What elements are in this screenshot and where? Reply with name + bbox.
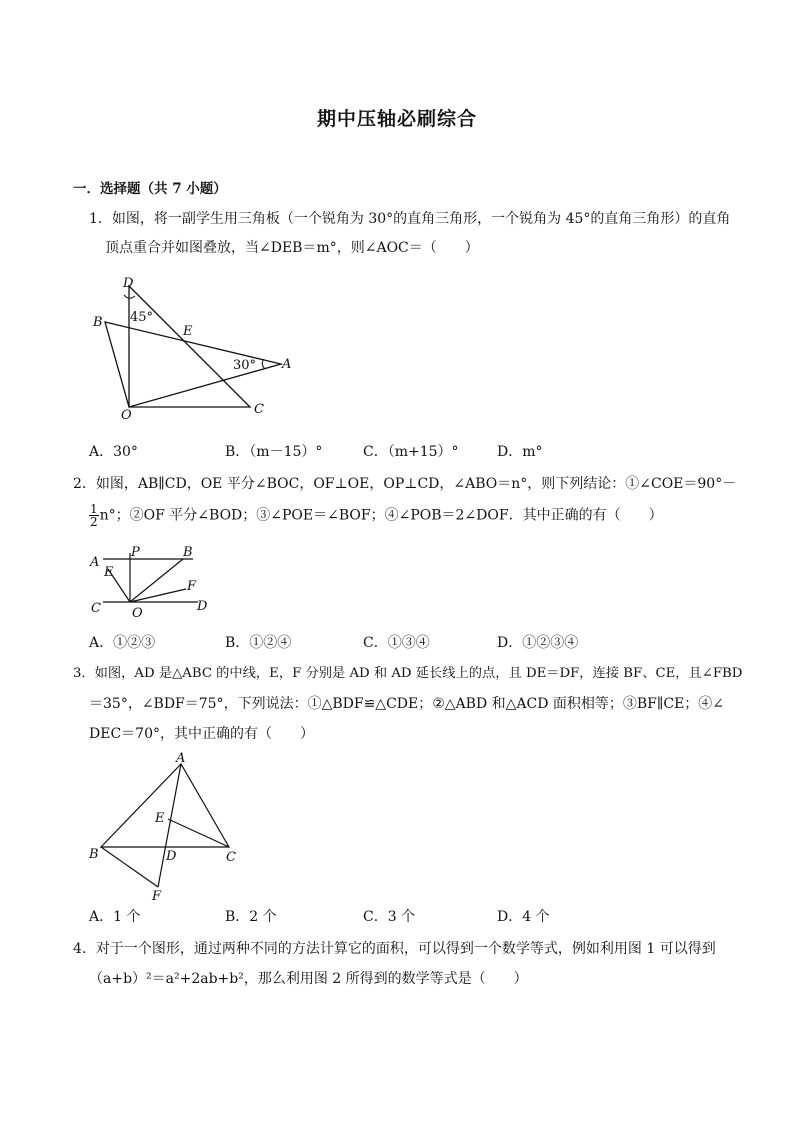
q2-label-a: A [90, 555, 100, 570]
q2-option-d[interactable]: D．①②③④ [497, 635, 579, 651]
q3-line2: ＝35°，∠BDF＝75°，下列说法：①△BDF≌△CDE；②△ABD 和△ACD 面积相等；③BF∥CE；④∠ [89, 696, 725, 712]
q1-triangle-45 [129, 286, 250, 407]
q3-label-b: B [89, 847, 99, 862]
q2-label-d: D [197, 599, 208, 614]
q3-option-d[interactable]: D．4 个 [497, 909, 550, 925]
q2-label-o: O [132, 606, 143, 621]
q1-option-a[interactable]: A．30° [89, 444, 138, 460]
q3-line1: 3．如图，AD 是△ABC 的中线，E，F 分别是 AD 和 AD 延长线上的点，且 DE＝DF，连接 BF、CE，且∠FBD [73, 666, 743, 681]
q1-line1: 1．如图，将一副学生用三角板（一个锐角为 30°的直角三角形，一个锐角为 45°的直角三角形）的直角 [89, 211, 731, 227]
q2-option-b[interactable]: B．①②④ [225, 635, 292, 651]
q3-line-ce [168, 819, 229, 847]
q2-label-b: B [183, 545, 193, 560]
q1-label-30: 30° [233, 358, 257, 373]
q2-label-c: C [91, 601, 101, 616]
q2-fraction-numerator: 1 [90, 502, 98, 516]
q2-line1: 2．如图，AB∥CD，OE 平分∠BOC，OF⊥OE，OP⊥CD，∠ABO＝n°，则下列结论：①∠COE＝90°－ [73, 476, 737, 492]
q3-option-a[interactable]: A．1 个 [89, 909, 141, 925]
q2-fraction [89, 503, 99, 528]
q3-label-a: A [176, 751, 186, 766]
q3-label-f: F [152, 889, 162, 904]
q3-option-b[interactable]: B．2 个 [225, 909, 277, 925]
q1-option-c[interactable]: C．（m+15）° [363, 444, 459, 460]
q3-line3: DEC＝70°，其中正确的有（ ） [89, 726, 314, 742]
q1-option-d[interactable]: D．m° [497, 444, 543, 460]
q3-label-d: D [166, 849, 177, 864]
q4-line2: （a+b）²＝a²+2ab+b²，那么利用图 2 所得到的数学等式是（ ） [89, 971, 528, 987]
q1-line2: 顶点重合并如图叠放，当∠DEB＝m°，则∠AOC＝（ ） [105, 240, 479, 256]
q1-label-45: 45° [130, 310, 154, 325]
q4-line1: 4．对于一个图形，通过两种不同的方法计算它的面积，可以得到一个数学等式，例如利用图 1 可以得到 [73, 941, 716, 957]
page-title: 期中压轴必刷综合 [316, 108, 477, 130]
q1-figure [88, 270, 298, 420]
q2-label-e: E [104, 565, 114, 580]
q2-figure [88, 542, 218, 622]
q1-label-b: B [93, 315, 103, 330]
q2-line2 [89, 503, 663, 528]
q2-label-p: P [131, 545, 140, 560]
section-heading: 一．选择题（共 7 小题） [73, 181, 227, 197]
q2-line2-text: n°；②OF 平分∠BOD；③∠POE＝∠BOF；④∠POB＝2∠DOF．其中正确的有（ ） [99, 507, 663, 524]
q2-fraction-denominator: 2 [90, 515, 98, 529]
q1-option-b[interactable]: B．（m－15）° [225, 444, 323, 460]
q2-option-c[interactable]: C．①③④ [363, 635, 430, 651]
q3-line-bf [101, 847, 158, 887]
q1-label-o: O [121, 408, 132, 420]
q1-label-a: A [282, 357, 292, 372]
q1-label-c: C [254, 402, 264, 417]
q3-label-c: C [226, 850, 236, 865]
q1-label-e: E [183, 324, 193, 339]
q2-option-a[interactable]: A．①②③ [89, 635, 156, 651]
q3-figure [86, 750, 246, 905]
q2-label-f: F [187, 579, 197, 594]
q3-option-c[interactable]: C．3 个 [363, 909, 416, 925]
q1-label-d: D [123, 276, 134, 291]
q3-triangle-abc [101, 764, 229, 847]
q3-label-e: E [155, 811, 165, 826]
